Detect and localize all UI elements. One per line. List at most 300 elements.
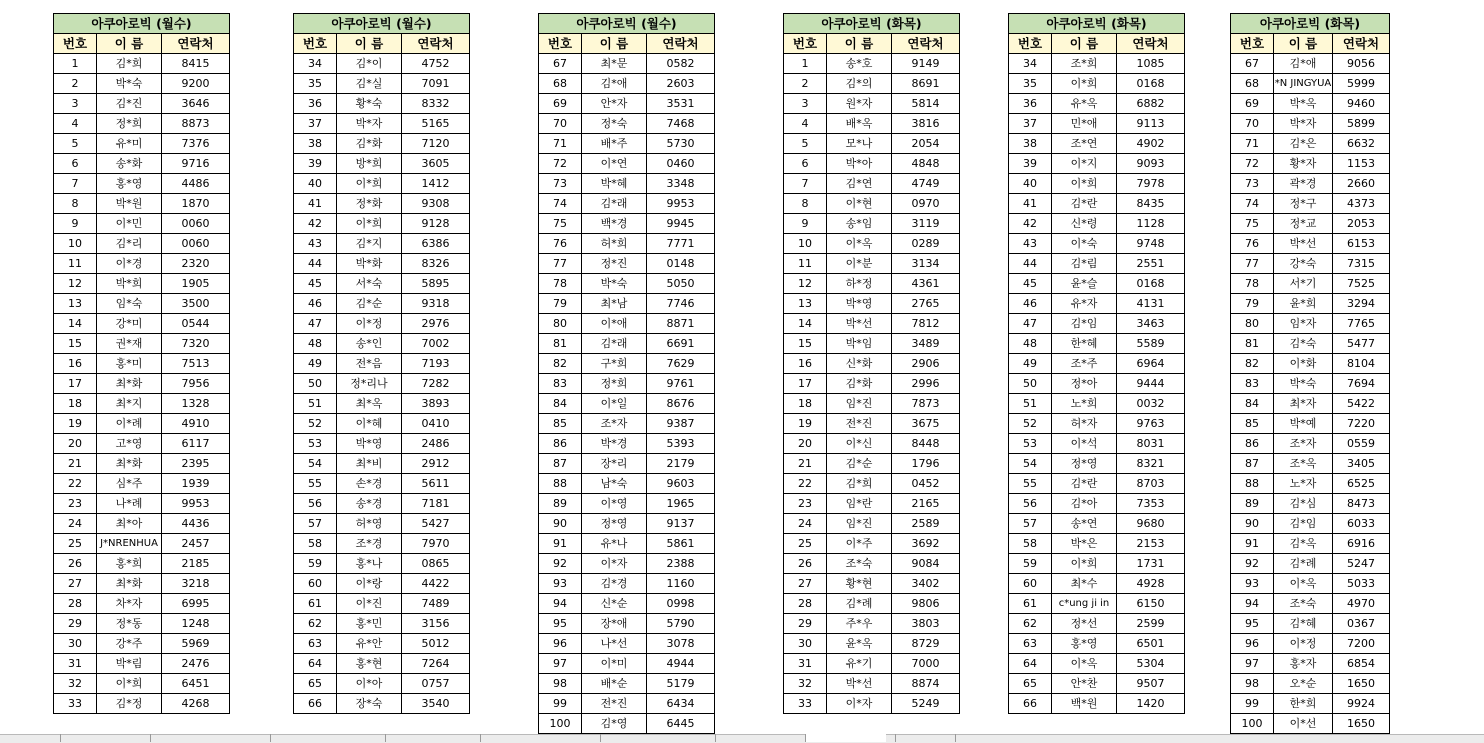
row-name-cell[interactable]: 오*순 <box>1274 674 1333 694</box>
row-contact-cell[interactable]: 5179 <box>647 674 715 694</box>
row-contact-cell[interactable]: 4131 <box>1117 294 1185 314</box>
row-number-cell[interactable]: 24 <box>784 514 827 534</box>
row-contact-cell[interactable]: 7629 <box>647 354 715 374</box>
row-number-cell[interactable]: 22 <box>54 474 97 494</box>
row-name-cell[interactable]: 박*자 <box>337 114 402 134</box>
row-contact-cell[interactable]: 7771 <box>647 234 715 254</box>
row-contact-cell[interactable]: 1650 <box>1333 714 1390 734</box>
row-number-cell[interactable]: 53 <box>1009 434 1052 454</box>
row-contact-cell[interactable]: 0148 <box>647 254 715 274</box>
row-name-cell[interactable]: 유*안 <box>337 634 402 654</box>
row-contact-cell[interactable]: 9680 <box>1117 514 1185 534</box>
row-name-cell[interactable]: 김*화 <box>827 374 892 394</box>
column-header-number[interactable]: 번호 <box>54 34 97 54</box>
row-name-cell[interactable]: 박*혜 <box>582 174 647 194</box>
row-number-cell[interactable]: 52 <box>294 414 337 434</box>
row-contact-cell[interactable]: 8448 <box>892 434 960 454</box>
row-contact-cell[interactable]: 7525 <box>1333 274 1390 294</box>
row-contact-cell[interactable]: 6033 <box>1333 514 1390 534</box>
row-contact-cell[interactable]: 9387 <box>647 414 715 434</box>
row-name-cell[interactable]: 강*주 <box>97 634 162 654</box>
row-number-cell[interactable]: 47 <box>1009 314 1052 334</box>
row-contact-cell[interactable]: 4436 <box>162 514 230 534</box>
row-number-cell[interactable]: 88 <box>1231 474 1274 494</box>
row-number-cell[interactable]: 30 <box>54 634 97 654</box>
row-contact-cell[interactable]: 4361 <box>892 274 960 294</box>
row-number-cell[interactable]: 72 <box>1231 154 1274 174</box>
row-contact-cell[interactable]: 1412 <box>402 174 470 194</box>
row-contact-cell[interactable]: 5247 <box>1333 554 1390 574</box>
row-name-cell[interactable]: 최*화 <box>97 454 162 474</box>
row-name-cell[interactable]: 윤*슬 <box>1052 274 1117 294</box>
row-name-cell[interactable]: 황*자 <box>1274 154 1333 174</box>
row-contact-cell[interactable]: 8873 <box>162 114 230 134</box>
row-name-cell[interactable]: 김*리 <box>97 234 162 254</box>
row-contact-cell[interactable]: 9603 <box>647 474 715 494</box>
row-number-cell[interactable]: 19 <box>784 414 827 434</box>
row-name-cell[interactable]: 이*옥 <box>1052 654 1117 674</box>
row-name-cell[interactable]: 이*희 <box>1052 174 1117 194</box>
row-name-cell[interactable]: 김*희 <box>97 54 162 74</box>
row-number-cell[interactable]: 100 <box>539 714 582 734</box>
row-name-cell[interactable]: 박*숙 <box>1274 374 1333 394</box>
row-number-cell[interactable]: 90 <box>539 514 582 534</box>
row-name-cell[interactable]: 김*지 <box>337 234 402 254</box>
row-name-cell[interactable]: 노*자 <box>1274 474 1333 494</box>
row-contact-cell[interactable]: 0582 <box>647 54 715 74</box>
row-contact-cell[interactable]: 3531 <box>647 94 715 114</box>
row-contact-cell[interactable]: 0367 <box>1333 614 1390 634</box>
row-name-cell[interactable]: 이*례 <box>97 414 162 434</box>
sheet-tab[interactable] <box>955 734 1036 742</box>
row-number-cell[interactable]: 50 <box>294 374 337 394</box>
row-number-cell[interactable]: 60 <box>294 574 337 594</box>
row-name-cell[interactable]: 정*리나 <box>337 374 402 394</box>
row-number-cell[interactable]: 38 <box>294 134 337 154</box>
row-name-cell[interactable]: 장*애 <box>582 614 647 634</box>
row-number-cell[interactable]: 31 <box>54 654 97 674</box>
row-contact-cell[interactable]: 6117 <box>162 434 230 454</box>
row-contact-cell[interactable]: 2912 <box>402 454 470 474</box>
row-number-cell[interactable]: 21 <box>54 454 97 474</box>
row-name-cell[interactable]: 박*선 <box>827 314 892 334</box>
row-name-cell[interactable]: 이*랑 <box>337 574 402 594</box>
row-name-cell[interactable]: 송*인 <box>337 334 402 354</box>
row-number-cell[interactable]: 73 <box>1231 174 1274 194</box>
row-contact-cell[interactable]: 4752 <box>402 54 470 74</box>
row-name-cell[interactable]: 강*미 <box>97 314 162 334</box>
row-contact-cell[interactable]: 7282 <box>402 374 470 394</box>
row-contact-cell[interactable]: 5427 <box>402 514 470 534</box>
row-number-cell[interactable]: 99 <box>1231 694 1274 714</box>
row-number-cell[interactable]: 65 <box>1009 674 1052 694</box>
row-contact-cell[interactable]: 9763 <box>1117 414 1185 434</box>
row-number-cell[interactable]: 62 <box>1009 614 1052 634</box>
row-number-cell[interactable]: 77 <box>539 254 582 274</box>
row-name-cell[interactable]: 홍*나 <box>337 554 402 574</box>
row-number-cell[interactable]: 66 <box>1009 694 1052 714</box>
row-number-cell[interactable]: 59 <box>294 554 337 574</box>
row-number-cell[interactable]: 11 <box>54 254 97 274</box>
row-name-cell[interactable]: 박*림 <box>97 654 162 674</box>
row-name-cell[interactable]: 유*미 <box>97 134 162 154</box>
column-header-name[interactable]: 이 름 <box>97 34 162 54</box>
row-number-cell[interactable]: 48 <box>1009 334 1052 354</box>
column-header-name[interactable]: 이 름 <box>337 34 402 54</box>
row-number-cell[interactable]: 94 <box>1231 594 1274 614</box>
row-number-cell[interactable]: 28 <box>784 594 827 614</box>
row-contact-cell[interactable]: 5304 <box>1117 654 1185 674</box>
row-name-cell[interactable]: 고*영 <box>97 434 162 454</box>
row-number-cell[interactable]: 64 <box>1009 654 1052 674</box>
row-number-cell[interactable]: 83 <box>539 374 582 394</box>
row-number-cell[interactable]: 93 <box>1231 574 1274 594</box>
row-number-cell[interactable]: 32 <box>784 674 827 694</box>
row-contact-cell[interactable]: 6451 <box>162 674 230 694</box>
row-name-cell[interactable]: 송*임 <box>827 214 892 234</box>
row-contact-cell[interactable]: 7812 <box>892 314 960 334</box>
row-name-cell[interactable]: 조*숙 <box>1274 594 1333 614</box>
row-contact-cell[interactable]: 1796 <box>892 454 960 474</box>
row-contact-cell[interactable]: 4268 <box>162 694 230 714</box>
row-number-cell[interactable]: 20 <box>784 434 827 454</box>
row-name-cell[interactable]: 박*임 <box>827 334 892 354</box>
row-contact-cell[interactable]: 1153 <box>1333 154 1390 174</box>
row-number-cell[interactable]: 92 <box>539 554 582 574</box>
row-name-cell[interactable]: 이*희 <box>337 214 402 234</box>
row-name-cell[interactable]: 김*의 <box>827 74 892 94</box>
row-contact-cell[interactable]: 5899 <box>1333 114 1390 134</box>
row-number-cell[interactable]: 66 <box>294 694 337 714</box>
row-name-cell[interactable]: 최*남 <box>582 294 647 314</box>
row-number-cell[interactable]: 62 <box>294 614 337 634</box>
row-name-cell[interactable]: 허*희 <box>582 234 647 254</box>
sheet-tab[interactable] <box>805 734 886 742</box>
row-name-cell[interactable]: 박*숙 <box>582 274 647 294</box>
row-contact-cell[interactable]: 1965 <box>647 494 715 514</box>
row-contact-cell[interactable]: 7970 <box>402 534 470 554</box>
row-number-cell[interactable]: 82 <box>539 354 582 374</box>
row-contact-cell[interactable]: 2976 <box>402 314 470 334</box>
row-number-cell[interactable]: 34 <box>294 54 337 74</box>
row-name-cell[interactable]: 김*래 <box>582 334 647 354</box>
row-number-cell[interactable]: 51 <box>294 394 337 414</box>
row-number-cell[interactable]: 55 <box>1009 474 1052 494</box>
row-contact-cell[interactable]: 7376 <box>162 134 230 154</box>
row-name-cell[interactable]: 정*화 <box>337 194 402 214</box>
row-name-cell[interactable]: 박*원 <box>97 194 162 214</box>
row-name-cell[interactable]: 정*선 <box>1052 614 1117 634</box>
row-number-cell[interactable]: 54 <box>294 454 337 474</box>
row-name-cell[interactable]: 이*애 <box>582 314 647 334</box>
row-number-cell[interactable]: 17 <box>784 374 827 394</box>
row-contact-cell[interactable]: 0289 <box>892 234 960 254</box>
row-name-cell[interactable]: 홍*민 <box>337 614 402 634</box>
row-contact-cell[interactable]: 6150 <box>1117 594 1185 614</box>
row-name-cell[interactable]: 조*숙 <box>827 554 892 574</box>
row-number-cell[interactable]: 29 <box>784 614 827 634</box>
row-number-cell[interactable]: 78 <box>1231 274 1274 294</box>
row-name-cell[interactable]: 김*이 <box>337 54 402 74</box>
column-header-name[interactable]: 이 름 <box>582 34 647 54</box>
row-number-cell[interactable]: 14 <box>54 314 97 334</box>
row-contact-cell[interactable]: 9200 <box>162 74 230 94</box>
row-name-cell[interactable]: 유*자 <box>1052 294 1117 314</box>
row-contact-cell[interactable]: 2765 <box>892 294 960 314</box>
row-name-cell[interactable]: 김*례 <box>827 594 892 614</box>
row-name-cell[interactable]: 정*희 <box>582 374 647 394</box>
table-title[interactable]: 아쿠아로빅 (월수) <box>54 14 230 34</box>
row-name-cell[interactable]: 홍*자 <box>1274 654 1333 674</box>
row-name-cell[interactable]: 김*숙 <box>1274 334 1333 354</box>
row-contact-cell[interactable]: 4928 <box>1117 574 1185 594</box>
row-number-cell[interactable]: 81 <box>539 334 582 354</box>
row-contact-cell[interactable]: 3134 <box>892 254 960 274</box>
row-contact-cell[interactable]: 8321 <box>1117 454 1185 474</box>
row-contact-cell[interactable]: 7694 <box>1333 374 1390 394</box>
row-contact-cell[interactable]: 1420 <box>1117 694 1185 714</box>
row-contact-cell[interactable]: 5033 <box>1333 574 1390 594</box>
row-name-cell[interactable]: 조*경 <box>337 534 402 554</box>
row-contact-cell[interactable]: 2320 <box>162 254 230 274</box>
row-number-cell[interactable]: 13 <box>784 294 827 314</box>
row-contact-cell[interactable]: 3402 <box>892 574 960 594</box>
row-number-cell[interactable]: 26 <box>784 554 827 574</box>
row-number-cell[interactable]: 59 <box>1009 554 1052 574</box>
row-number-cell[interactable]: 12 <box>54 274 97 294</box>
row-contact-cell[interactable]: 0168 <box>1117 274 1185 294</box>
row-number-cell[interactable]: 5 <box>784 134 827 154</box>
row-contact-cell[interactable]: 2388 <box>647 554 715 574</box>
row-name-cell[interactable]: 이*자 <box>827 694 892 714</box>
row-number-cell[interactable]: 64 <box>294 654 337 674</box>
row-name-cell[interactable]: 김*실 <box>337 74 402 94</box>
row-number-cell[interactable]: 3 <box>784 94 827 114</box>
row-name-cell[interactable]: 방*희 <box>337 154 402 174</box>
row-number-cell[interactable]: 75 <box>539 214 582 234</box>
row-contact-cell[interactable]: 5477 <box>1333 334 1390 354</box>
row-name-cell[interactable]: 이*연 <box>582 154 647 174</box>
row-number-cell[interactable]: 58 <box>294 534 337 554</box>
row-contact-cell[interactable]: 7956 <box>162 374 230 394</box>
row-number-cell[interactable]: 68 <box>1231 74 1274 94</box>
row-number-cell[interactable]: 33 <box>784 694 827 714</box>
row-name-cell[interactable]: 이*옥 <box>827 234 892 254</box>
row-name-cell[interactable]: *N JINGYUA <box>1274 74 1333 94</box>
row-number-cell[interactable]: 14 <box>784 314 827 334</box>
row-contact-cell[interactable]: 5790 <box>647 614 715 634</box>
row-name-cell[interactable]: 송*경 <box>337 494 402 514</box>
row-name-cell[interactable]: 홍*희 <box>97 554 162 574</box>
row-name-cell[interactable]: 나*례 <box>97 494 162 514</box>
row-number-cell[interactable]: 76 <box>539 234 582 254</box>
row-name-cell[interactable]: 이*희 <box>1052 74 1117 94</box>
row-name-cell[interactable]: 정*교 <box>1274 214 1333 234</box>
row-name-cell[interactable]: 노*희 <box>1052 394 1117 414</box>
row-contact-cell[interactable]: 7320 <box>162 334 230 354</box>
row-name-cell[interactable]: 민*애 <box>1052 114 1117 134</box>
sheet-tab[interactable] <box>60 734 141 742</box>
row-contact-cell[interactable]: 5895 <box>402 274 470 294</box>
row-name-cell[interactable]: 이*분 <box>827 254 892 274</box>
row-name-cell[interactable]: 임*진 <box>827 394 892 414</box>
table-title[interactable]: 아쿠아로빅 (화목) <box>784 14 960 34</box>
row-name-cell[interactable]: 나*선 <box>582 634 647 654</box>
row-number-cell[interactable]: 78 <box>539 274 582 294</box>
row-contact-cell[interactable]: 6386 <box>402 234 470 254</box>
row-number-cell[interactable]: 7 <box>54 174 97 194</box>
row-name-cell[interactable]: 김*희 <box>827 474 892 494</box>
row-number-cell[interactable]: 38 <box>1009 134 1052 154</box>
row-contact-cell[interactable]: 7513 <box>162 354 230 374</box>
row-number-cell[interactable]: 37 <box>294 114 337 134</box>
row-number-cell[interactable]: 55 <box>294 474 337 494</box>
row-contact-cell[interactable]: 4486 <box>162 174 230 194</box>
row-name-cell[interactable]: 하*정 <box>827 274 892 294</box>
row-contact-cell[interactable]: 7264 <box>402 654 470 674</box>
row-contact-cell[interactable]: 1085 <box>1117 54 1185 74</box>
row-number-cell[interactable]: 70 <box>1231 114 1274 134</box>
row-name-cell[interactable]: 허*영 <box>337 514 402 534</box>
row-number-cell[interactable]: 88 <box>539 474 582 494</box>
row-name-cell[interactable]: 박*경 <box>582 434 647 454</box>
row-name-cell[interactable]: 김*란 <box>1052 474 1117 494</box>
row-name-cell[interactable]: 안*자 <box>582 94 647 114</box>
row-number-cell[interactable]: 95 <box>1231 614 1274 634</box>
row-name-cell[interactable]: 김*아 <box>1052 494 1117 514</box>
column-header-contact[interactable]: 연락처 <box>1333 34 1390 54</box>
row-contact-cell[interactable]: 7765 <box>1333 314 1390 334</box>
row-contact-cell[interactable]: 1248 <box>162 614 230 634</box>
table-title[interactable]: 아쿠아로빅 (화목) <box>1009 14 1185 34</box>
row-contact-cell[interactable]: 5249 <box>892 694 960 714</box>
row-number-cell[interactable]: 49 <box>294 354 337 374</box>
row-number-cell[interactable]: 48 <box>294 334 337 354</box>
row-name-cell[interactable]: 박*영 <box>337 434 402 454</box>
row-name-cell[interactable]: 배*순 <box>582 674 647 694</box>
row-number-cell[interactable]: 99 <box>539 694 582 714</box>
column-header-number[interactable]: 번호 <box>1231 34 1274 54</box>
row-contact-cell[interactable]: 3156 <box>402 614 470 634</box>
row-contact-cell[interactable]: 4848 <box>892 154 960 174</box>
row-name-cell[interactable]: 서*숙 <box>337 274 402 294</box>
row-number-cell[interactable]: 35 <box>294 74 337 94</box>
row-name-cell[interactable]: 조*희 <box>1052 54 1117 74</box>
row-contact-cell[interactable]: 6445 <box>647 714 715 734</box>
row-number-cell[interactable]: 18 <box>784 394 827 414</box>
row-name-cell[interactable]: 박*아 <box>827 154 892 174</box>
row-number-cell[interactable]: 74 <box>1231 194 1274 214</box>
row-name-cell[interactable]: 전*진 <box>827 414 892 434</box>
column-header-contact[interactable]: 연락처 <box>892 34 960 54</box>
row-contact-cell[interactable]: 9761 <box>647 374 715 394</box>
row-name-cell[interactable]: 정*숙 <box>582 114 647 134</box>
row-contact-cell[interactable]: 9056 <box>1333 54 1390 74</box>
row-number-cell[interactable]: 20 <box>54 434 97 454</box>
row-number-cell[interactable]: 69 <box>539 94 582 114</box>
row-number-cell[interactable]: 46 <box>294 294 337 314</box>
row-number-cell[interactable]: 53 <box>294 434 337 454</box>
row-name-cell[interactable]: 송*화 <box>97 154 162 174</box>
row-name-cell[interactable]: 조*옥 <box>1274 454 1333 474</box>
row-number-cell[interactable]: 40 <box>1009 174 1052 194</box>
row-number-cell[interactable]: 25 <box>784 534 827 554</box>
row-name-cell[interactable]: 정*희 <box>97 114 162 134</box>
row-number-cell[interactable]: 4 <box>784 114 827 134</box>
row-number-cell[interactable]: 35 <box>1009 74 1052 94</box>
row-contact-cell[interactable]: 7000 <box>892 654 960 674</box>
row-contact-cell[interactable]: 5861 <box>647 534 715 554</box>
row-contact-cell[interactable]: 2476 <box>162 654 230 674</box>
row-contact-cell[interactable]: 4373 <box>1333 194 1390 214</box>
row-number-cell[interactable]: 54 <box>1009 454 1052 474</box>
row-contact-cell[interactable]: 2153 <box>1117 534 1185 554</box>
row-name-cell[interactable]: 정*구 <box>1274 194 1333 214</box>
row-name-cell[interactable]: 이*진 <box>337 594 402 614</box>
row-name-cell[interactable]: 강*숙 <box>1274 254 1333 274</box>
row-name-cell[interactable]: 조*자 <box>1274 434 1333 454</box>
row-name-cell[interactable]: 정*영 <box>582 514 647 534</box>
row-contact-cell[interactable]: 5012 <box>402 634 470 654</box>
row-name-cell[interactable]: 박*옥 <box>1274 94 1333 114</box>
row-contact-cell[interactable]: 2906 <box>892 354 960 374</box>
row-number-cell[interactable]: 43 <box>294 234 337 254</box>
row-contact-cell[interactable]: 0544 <box>162 314 230 334</box>
row-number-cell[interactable]: 89 <box>1231 494 1274 514</box>
row-contact-cell[interactable]: 7315 <box>1333 254 1390 274</box>
row-contact-cell[interactable]: 8415 <box>162 54 230 74</box>
row-contact-cell[interactable]: 9748 <box>1117 234 1185 254</box>
row-contact-cell[interactable]: 2395 <box>162 454 230 474</box>
row-number-cell[interactable]: 85 <box>539 414 582 434</box>
row-contact-cell[interactable]: 3294 <box>1333 294 1390 314</box>
row-name-cell[interactable]: 김*례 <box>1274 554 1333 574</box>
column-header-contact[interactable]: 연락처 <box>402 34 470 54</box>
sheet-tab[interactable] <box>600 734 681 742</box>
row-number-cell[interactable]: 16 <box>784 354 827 374</box>
row-number-cell[interactable]: 72 <box>539 154 582 174</box>
row-number-cell[interactable]: 85 <box>1231 414 1274 434</box>
row-contact-cell[interactable]: 9945 <box>647 214 715 234</box>
row-contact-cell[interactable]: 8874 <box>892 674 960 694</box>
row-contact-cell[interactable]: 7353 <box>1117 494 1185 514</box>
row-contact-cell[interactable]: 2054 <box>892 134 960 154</box>
row-contact-cell[interactable]: 2589 <box>892 514 960 534</box>
row-number-cell[interactable]: 16 <box>54 354 97 374</box>
row-contact-cell[interactable]: 1160 <box>647 574 715 594</box>
row-name-cell[interactable]: 박*희 <box>97 274 162 294</box>
row-number-cell[interactable]: 58 <box>1009 534 1052 554</box>
row-contact-cell[interactable]: 8473 <box>1333 494 1390 514</box>
row-contact-cell[interactable]: 2660 <box>1333 174 1390 194</box>
row-contact-cell[interactable]: 3893 <box>402 394 470 414</box>
row-contact-cell[interactable]: 0032 <box>1117 394 1185 414</box>
row-number-cell[interactable]: 1 <box>784 54 827 74</box>
row-contact-cell[interactable]: 1731 <box>1117 554 1185 574</box>
row-contact-cell[interactable]: 0998 <box>647 594 715 614</box>
row-contact-cell[interactable]: 0757 <box>402 674 470 694</box>
row-name-cell[interactable]: 이*민 <box>97 214 162 234</box>
row-number-cell[interactable]: 34 <box>1009 54 1052 74</box>
column-header-number[interactable]: 번호 <box>294 34 337 54</box>
row-contact-cell[interactable]: 9806 <box>892 594 960 614</box>
row-number-cell[interactable]: 44 <box>1009 254 1052 274</box>
row-number-cell[interactable]: 56 <box>1009 494 1052 514</box>
row-number-cell[interactable]: 42 <box>294 214 337 234</box>
row-number-cell[interactable]: 44 <box>294 254 337 274</box>
row-number-cell[interactable]: 13 <box>54 294 97 314</box>
row-contact-cell[interactable]: 7489 <box>402 594 470 614</box>
